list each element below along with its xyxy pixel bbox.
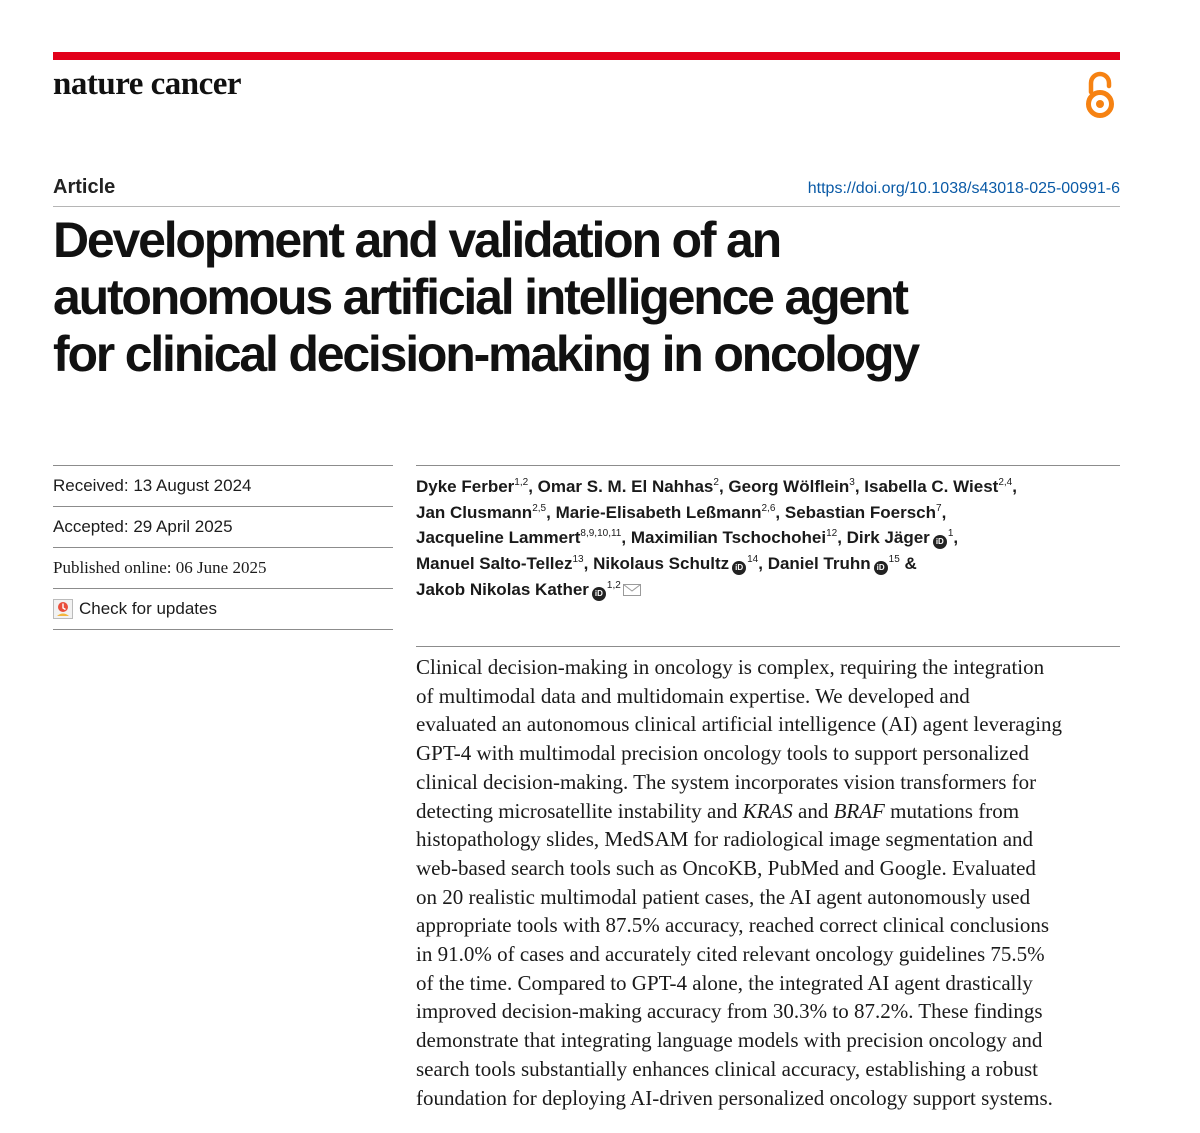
author-affiliation: 8,9,10,11 <box>580 528 622 540</box>
abstract-line: on 20 realistic multimodal patient cases, the AI agent autonomously used <box>416 884 1031 909</box>
author-separator: , <box>583 554 594 574</box>
author-name: Marie-Elisabeth Leßmann <box>555 502 762 522</box>
author[interactable] <box>631 528 837 547</box>
author-separator: & <box>899 554 917 574</box>
author-separator: , <box>941 502 947 522</box>
orcid-icon[interactable]: iD <box>732 561 746 575</box>
author-affiliation: 13 <box>572 554 584 566</box>
abstract-line: histopathology slides, MedSAM for radiological image segmentation and <box>416 827 1034 852</box>
author-separator: , <box>1012 477 1017 496</box>
author[interactable] <box>416 477 528 496</box>
abstract-line: web-based search tools such as OncoKB, PubMed and Google. Evaluated <box>416 855 1036 880</box>
orcid-icon[interactable]: iD <box>874 561 888 575</box>
doi-link[interactable]: https://doi.org/10.1038/s43018-025-00991-6 <box>807 180 1120 197</box>
check-for-updates-label: Check for updates <box>79 599 217 618</box>
author-name: Jan Clusmann <box>416 502 533 522</box>
envelope-icon[interactable] <box>623 584 641 596</box>
article-title <box>53 212 1113 383</box>
abstract-line: detecting microsatellite instability and KRAS and BRAF mutations from <box>416 798 1020 823</box>
check-for-updates-icon <box>53 599 73 619</box>
author[interactable] <box>593 554 758 573</box>
authors-divider <box>416 465 1120 466</box>
abstract-line: evaluated an autonomous clinical artificial intelligence (AI) agent leveraging <box>416 712 1063 737</box>
article-type: Article <box>53 176 116 198</box>
received-date: Received: 13 August 2024 <box>53 465 393 506</box>
orcid-icon[interactable]: iD <box>933 535 947 549</box>
author-name: Nikolaus Schultz <box>593 554 730 574</box>
author-separator: , <box>953 528 959 548</box>
author-separator: , <box>854 477 865 496</box>
author-separator: , <box>718 477 729 496</box>
author-affiliation: 2,4 <box>998 477 1013 488</box>
author-name: Jakob Nikolas Kather <box>416 579 589 599</box>
author-name: Jacqueline Lammert <box>416 528 581 548</box>
abstract-line: improved decision-making accuracy from 30.3% to 87.2%. These findings <box>416 999 1043 1024</box>
check-for-updates-button[interactable] <box>53 588 393 630</box>
title-line: Development and validation of an <box>53 212 780 268</box>
author[interactable] <box>538 477 719 496</box>
author[interactable] <box>416 528 621 547</box>
open-access-icon[interactable] <box>1082 70 1118 120</box>
title-line: for clinical decision-making in oncology <box>53 326 918 382</box>
author-affiliation: 2,5 <box>532 502 547 514</box>
author[interactable] <box>416 554 584 573</box>
journal-top-bar <box>53 52 1120 60</box>
author-separator: , <box>775 502 785 522</box>
author-affiliation: 3 <box>849 477 855 488</box>
header-divider <box>53 206 1120 207</box>
author-separator: , <box>758 554 768 574</box>
abstract-line: GPT-4 with multimodal precision oncology tools to support personalized <box>416 741 1029 766</box>
gene-name: BRAF <box>833 798 885 823</box>
abstract-line: in 91.0% of cases and accurately cited relevant oncology guidelines 75.5% <box>416 942 1045 967</box>
author-affiliation: 12 <box>826 528 838 540</box>
author[interactable] <box>768 554 900 573</box>
abstract-line: clinical decision-making. The system incorporates vision transformers for <box>416 769 1037 794</box>
author-name: Dyke Ferber <box>416 477 515 496</box>
author-name: Omar S. M. El Nahhas <box>537 477 714 496</box>
author[interactable] <box>847 528 954 547</box>
author[interactable] <box>864 477 1012 496</box>
author-name: Isabella C. Wiest <box>864 477 999 496</box>
author[interactable] <box>556 503 776 522</box>
abstract-line: of the time. Compared to GPT-4 alone, the integrated AI agent drastically <box>416 970 1033 995</box>
author-name: Manuel Salto-Tellez <box>416 554 573 574</box>
journal-name[interactable]: nature cancer <box>53 66 242 102</box>
abstract-line: of multimodal data and multidomain expertise. We developed and <box>416 683 970 708</box>
author-affiliation: 15 <box>888 554 900 566</box>
author-affiliation: 1,2 <box>514 477 529 488</box>
author-name: Georg Wölflein <box>728 477 850 496</box>
abstract-line: foundation for deploying AI-driven personalized oncology support systems. <box>416 1085 1053 1110</box>
author-affiliation: 14 <box>747 554 759 566</box>
author[interactable] <box>728 477 854 496</box>
abstract-divider <box>416 646 1120 647</box>
author-affiliation: 2,6 <box>761 502 776 514</box>
author-separator: , <box>621 528 631 548</box>
orcid-icon[interactable]: iD <box>592 587 606 601</box>
author[interactable] <box>416 503 546 522</box>
author-list <box>416 474 1116 603</box>
author-separator: , <box>837 528 847 548</box>
accepted-date: Accepted: 29 April 2025 <box>53 506 393 547</box>
author-name: Sebastian Foersch <box>784 502 937 522</box>
abstract-line: search tools substantially enhances clinical accuracy, establishing a robust <box>416 1056 1039 1081</box>
abstract-line: Clinical decision-making in oncology is complex, requiring the integration <box>416 655 1045 679</box>
published-date: Published online: 06 June 2025 <box>53 547 393 588</box>
gene-name: KRAS <box>742 798 793 823</box>
author[interactable] <box>785 503 942 522</box>
abstract-line: appropriate tools with 87.5% accuracy, reached correct clinical conclusions <box>416 913 1050 938</box>
abstract <box>416 653 1120 1112</box>
author-affiliation: 1 <box>947 528 954 540</box>
author-affiliation: 1,2 <box>606 579 621 591</box>
author-affiliation: 2 <box>713 477 719 488</box>
author-separator: , <box>546 502 556 522</box>
author-name: Maximilian Tschochohei <box>630 528 827 548</box>
article-history <box>53 465 393 630</box>
author[interactable] <box>416 580 641 599</box>
author-affiliation: 7 <box>936 502 942 514</box>
author-separator: , <box>528 477 538 496</box>
author-name: Dirk Jäger <box>846 528 930 548</box>
author-name: Daniel Truhn <box>767 554 871 574</box>
title-line: autonomous artificial intelligence agent <box>53 269 907 325</box>
abstract-line: demonstrate that integrating language models with precision oncology and <box>416 1028 1043 1053</box>
